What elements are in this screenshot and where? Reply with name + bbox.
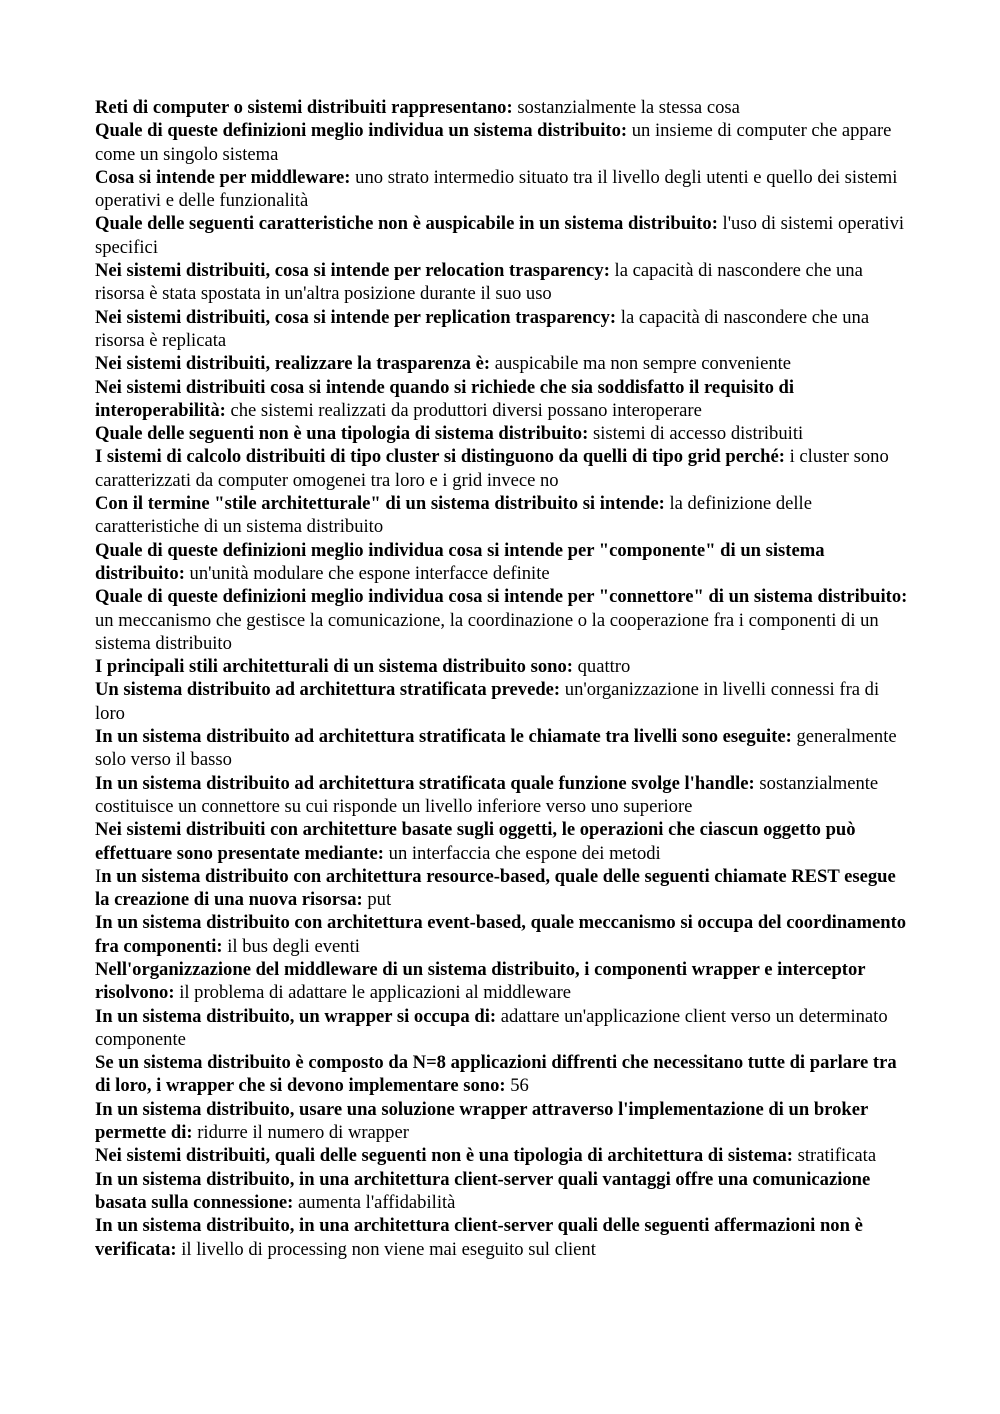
answer: uno strato intermedio situato tra il livello degli utenti e quello dei sistemi operativi e delle funzionalità: [95, 166, 898, 212]
answer: aumenta l'affidabilità: [293, 1191, 456, 1213]
qa-item-23: [95, 1051, 910, 1098]
document-page: [95, 96, 910, 1261]
answer: la capacità di nascondere che una risorsa è replicata: [95, 306, 870, 351]
answer: la capacità di nascondere che una risorsa è stata spostata in un'altra posizione durante il suo uso: [95, 260, 863, 305]
question: Nei sistemi distribuiti, cosa si intende per relocation trasparency:: [95, 260, 610, 282]
question: Con il termine "stile architetturale" di un sistema distribuito si intende:: [95, 493, 665, 515]
qa-item-1: [95, 96, 910, 119]
qa-item-20: [95, 911, 910, 958]
qa-item-10: [95, 445, 910, 492]
qa-item-14: [95, 655, 910, 678]
qa-item-15: [95, 678, 910, 725]
qa-item-27: [95, 1214, 910, 1261]
answer: l'uso di sistemi operativi specifici: [95, 213, 905, 258]
answer: adattare un'applicazione client verso un determinato componente: [95, 1005, 888, 1050]
question: n un sistema distribuito con architettura resource-based, quale delle seguenti chiamate REST esegue la creazione di una nuova risorsa:: [95, 865, 896, 911]
question: Quale delle seguenti non è una tipologia di sistema distribuito:: [95, 423, 589, 445]
qa-item-5: [95, 259, 910, 306]
qa-item-16: [95, 725, 910, 772]
qa-item-7: [95, 352, 910, 375]
question: In un sistema distribuito, usare una soluzione wrapper attraverso l'implementazione di un broker permette di:: [95, 1098, 868, 1144]
question: Nei sistemi distribuiti, realizzare la trasparenza è:: [95, 353, 491, 375]
answer: sostanzialmente costituisce un connettore su cui risponde un livello inferiore verso uno superiore: [95, 772, 879, 817]
question: Nei sistemi distribuiti, quali delle seguenti non è una tipologia di architettura di sistema:: [95, 1145, 793, 1167]
question: Quale di queste definizioni meglio individua un sistema distribuito:: [95, 120, 628, 142]
answer: il problema di adattare le applicazioni al middleware: [174, 982, 572, 1004]
question: Quale di queste definizioni meglio individua cosa si intende per "connettore" di un sistema distribuito:: [95, 586, 908, 608]
question: I sistemi di calcolo distribuiti di tipo cluster si distinguono da quelli di tipo grid perché:: [95, 446, 785, 468]
question: In un sistema distribuito ad architettura stratificata le chiamate tra livelli sono eseguite:: [95, 726, 792, 748]
qa-item-22: [95, 1005, 910, 1052]
qa-item-25: [95, 1144, 910, 1167]
question: Nei sistemi distribuiti, cosa si intende per replication trasparency:: [95, 306, 617, 328]
qa-item-26: [95, 1168, 910, 1215]
qa-item-12: [95, 539, 910, 586]
answer: put: [362, 889, 392, 911]
answer: un insieme di computer che appare come un singolo sistema: [95, 120, 892, 165]
answer: sistemi di accesso distribuiti: [588, 423, 804, 445]
qa-item-3: [95, 166, 910, 213]
answer: un'unità modulare che espone interfacce definite: [184, 562, 550, 584]
question: Quale delle seguenti caratteristiche non è auspicabile in un sistema distribuito:: [95, 213, 718, 235]
question: Se un sistema distribuito è composto da N=8 applicazioni diffrenti che necessitano tutte di parlare tra di loro, i wrapper che si devono implementare sono:: [95, 1052, 897, 1097]
question: In un sistema distribuito, in una architettura client-server quali vantaggi offre una comunicazione basata sulla connessione:: [95, 1168, 871, 1213]
qa-item-9: [95, 422, 910, 445]
answer: un'organizzazione in livelli connessi fra di loro: [95, 679, 880, 724]
question: Nei sistemi distribuiti cosa si intende quando si richiede che sia soddisfatto il requisito di interoperabilità:: [95, 376, 795, 421]
question: In un sistema distribuito ad architettura stratificata quale funzione svolge l'handle:: [95, 772, 755, 794]
question: Nell'organizzazione del middleware di un sistema distribuito, i componenti wrapper e interceptor risolvono:: [95, 958, 866, 1004]
qa-item-8: [95, 376, 910, 423]
qa-item-2: [95, 119, 910, 166]
answer: il livello di processing non viene mai eseguito sul client: [176, 1238, 596, 1260]
answer: 56: [505, 1075, 529, 1097]
question: I principali stili architetturali di un sistema distribuito sono:: [95, 656, 573, 678]
qa-item-24: [95, 1098, 910, 1145]
answer: generalmente solo verso il basso: [95, 726, 897, 771]
qa-item-21: [95, 958, 910, 1005]
question: Reti di computer o sistemi distribuiti rappresentano:: [95, 97, 513, 118]
question: In un sistema distribuito, in una architettura client-server quali delle seguenti affermazioni non è verificata:: [95, 1215, 863, 1260]
answer: ridurre il numero di wrapper: [192, 1122, 409, 1144]
qa-item-6: [95, 306, 910, 353]
qa-item-13: [95, 585, 910, 655]
answer: sostanzialmente la stessa cosa: [512, 97, 740, 118]
question-prefix: I: [95, 865, 102, 887]
question: In un sistema distribuito, un wrapper si occupa di:: [95, 1005, 497, 1027]
answer: il bus degli eventi: [222, 935, 360, 957]
qa-item-11: [95, 492, 910, 539]
answer: un interfaccia che espone dei metodi: [384, 842, 661, 864]
question: Nei sistemi distribuiti con architetture basate sugli oggetti, le operazioni che ciascun oggetto può effettuare sono presentate mediante:: [95, 819, 856, 864]
answer: che sistemi realizzati da produttori diversi possano interoperare: [225, 399, 702, 421]
qa-item-4: [95, 212, 910, 259]
qa-item-17: [95, 772, 910, 819]
qa-item-18: [95, 818, 910, 865]
answer: la definizione delle caratteristiche di un sistema distribuito: [95, 493, 812, 538]
question: Quale di queste definizioni meglio individua cosa si intende per "componente" di un sistema distribuito:: [95, 539, 825, 584]
question: Cosa si intende per middleware:: [95, 166, 351, 188]
question: In un sistema distribuito con architettura event-based, quale meccanismo si occupa del coordinamento fra componenti:: [95, 912, 907, 957]
answer: quattro: [572, 656, 631, 678]
answer: stratificata: [792, 1145, 877, 1167]
question: Un sistema distribuito ad architettura stratificata prevede:: [95, 679, 561, 701]
answer: i cluster sono caratterizzati da computer omogenei tra loro e i grid invece no: [95, 446, 889, 491]
qa-item-19: [95, 865, 910, 912]
answer: auspicabile ma non sempre conveniente: [490, 353, 792, 375]
answer: un meccanismo che gestisce la comunicazione, la coordinazione o la cooperazione fra i componenti di un sistema distribuito: [95, 609, 879, 654]
